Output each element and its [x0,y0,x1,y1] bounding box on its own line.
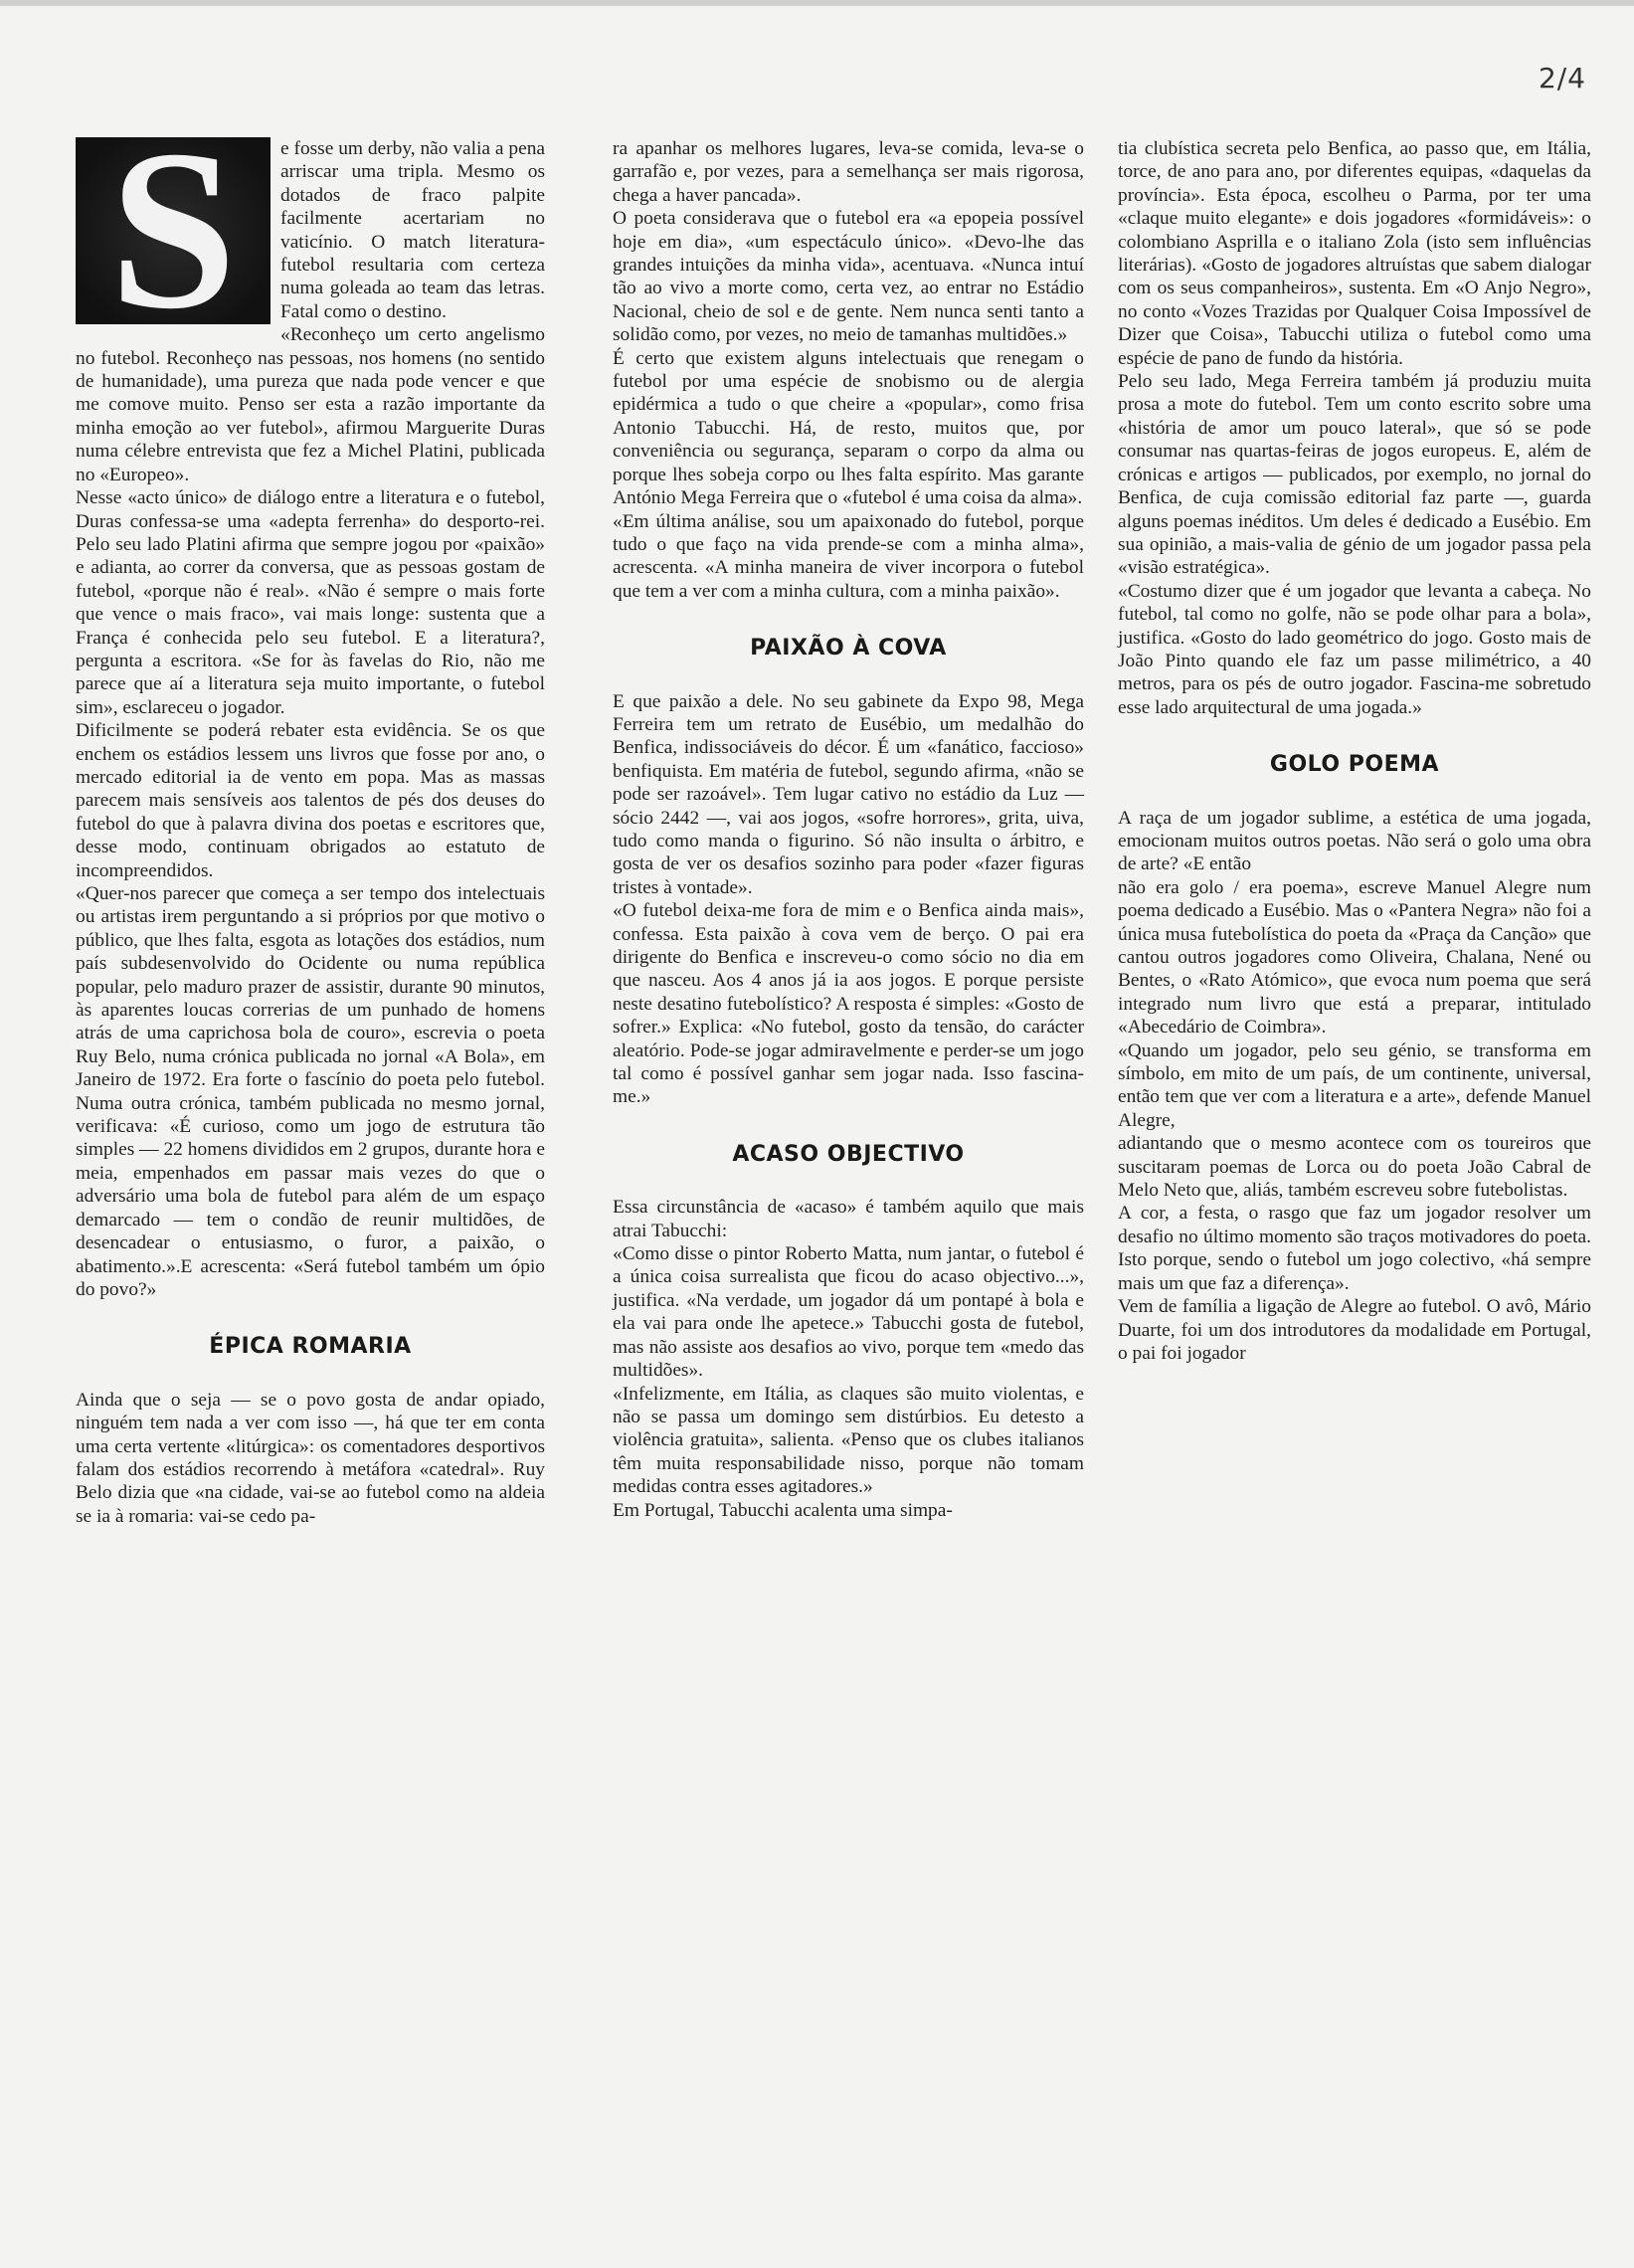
paragraph: «Reconheço um certo angelismo no futebol. Reconheço nas pessoas, nos homens (no sentido de humanidade), uma pureza que nada pode vencer e que me comove muito. Penso ser esta a razão importante da minha emoção ao ver futebol», afirmou Marguerite Duras numa célebre entrevista que fez a Michel Platini, publicada no «Europeo». [76,324,545,485]
paragraph: «Costumo dizer que é um jogador que levanta a cabeça. No futebol, tal como no golfe, não se pode olhar para a bola», justifica. «Gosto do lado geométrico do jogo. Gosto mais de João Pinto quando ele faz um passe milimétrico, a 40 metros, para os pés de outro jogador. Fascina-me sobretudo esse lado arquitectural de uma jogada.» [1118,580,1591,718]
paragraph: A raça de um jogador sublime, a estética de uma jogada, emocionam muitos outros poetas. Não será o golo uma obra de arte? «E então [1118,807,1591,875]
paragraph: E que paixão a dele. No seu gabinete da Expo 98, Mega Ferreira tem um retrato de Eusébio, um medalhão do Benfica, indissociáveis do décor. É um «fanático, faccioso» benfiquista. Em matéria de futebol, segundo afirma, «não se pode ser razoável». Tem lugar cativo no estádio da Luz — sócio 2442 —, vai aos jogos, «sofre horrores», grita, uiva, tudo como manda o figurino. Só não insulta o árbitro, e gosta de ver os desafios sozinho para poder «fazer figuras tristes à vontade». [613,690,1084,898]
paragraph: Nesse «acto único» de diálogo entre a literatura e o futebol, Duras confessa-se uma «adepta ferrenha» do desporto-rei. Pelo seu lado Platini afirma que sempre jogou por «paixão» e adianta, ao correr da conversa, que as pessoas gostam de futebol, «porque não é real». «Não é sempre o mais forte que vence o mais fraco», vai mais longe: sustenta que a França é conhecida pelo seu futebol. E a literatura?, pergunta a escritora. «Se for às favelas do Rio, não me parece que aí a literatura seja muito importante, o futebol sim», esclareceu o jogador. [76,487,545,718]
paragraph: «Quer-nos parecer que começa a ser tempo dos intelectuais ou artistas irem perguntando a si próprios por que motivo o público, que lhes falta, esgota as lotações dos estádios, num país subdesenvolvido do Ocidente ou numa república popular, pelo maduro prazer de assistir, durante 90 minutos, às aparentes loucas correrias de um punhado de homens atrás de uma caprichosa bola de couro», escrevia o poeta Ruy Belo, numa crónica publicada no jornal «A Bola», em Janeiro de 1972. Era forte o fascínio do poeta pelo futebol. Numa outra crónica, também publicada no mesmo jornal, verificava: «É curioso, como um jogo de estrutura tão simples — 22 homens divididos em 2 grupos, durante hora e meia, empenhados em passar mais vezes do que o adversário uma bola de futebol para além de um espaço demarcado — tem o condão de reunir multidões, de desencadear o entusiasmo, o furor, a paixão, o abatimento.».E acrescenta: «Será futebol também um ópio do povo?» [76,883,545,1300]
paragraph-indented: não era golo / era poema», escreve Manuel Alegre num poema dedicado a Eusébio. Mas o «Pantera Negra» não foi a única musa futebolística do poeta da «Praça da Canção» que cantou outros jogadores como Oliveira, Chalana, Nené ou Bentes, o «Rato Atómico», que evoca num poema que será integrado num livro que está a preparar, intitulado «Abecedário de Coimbra». [1118,876,1591,1039]
paragraph: «Infelizmente, em Itália, as claques são muito violentas, e não se passa um domingo sem distúrbios. Eu detesto a violência gratuita», salienta. «Penso que os clubes italianos têm muita responsabilidade nisso, porque não tomam medidas contra esses agitadores.» [613,1383,1084,1498]
paragraph: É certo que existem alguns intelectuais que renegam o futebol por uma espécie de snobismo ou de alergia epidérmica a tudo o que cheire a «popular», como frisa Antonio Tabucchi. Há, de resto, muitos que, por conveniência ou segurança, separam o corpo da alma ou porque lhes sobeja corpo ou lhes falta espírito. Mas garante António Mega Ferreira que o «futebol é uma coisa da alma». [613,347,1084,509]
paragraph: adiantando que o mesmo acontece com os toureiros que suscitaram poemas de Lorca ou do poeta João Cabral de Melo Neto que, aliás, também escreveu sobre futebolistas. [1118,1133,1591,1202]
paragraph: Pelo seu lado, Mega Ferreira também já produziu muita prosa a mote do futebol. Tem um conto escrito sobre uma «história de amor um pouco lateral», que só se pode consumar nas quartas-feiras de jogos europeus. E, além de crónicas e artigos — publicados, por exemplo, no jornal do Benfica, de cuja comissão editorial faz parte —, guarda alguns poemas inéditos. Um deles é dedicado a Eusébio. Em sua opinião, a mais-valia de génio de um jogador passa pela «visão estratégica». [1118,371,1591,579]
paragraph: O poeta considerava que o futebol era «a epopeia possível hoje em dia», «um espectáculo único». «Devo-lhe das grandes intuições da minha vida», acentuava. «Nunca intuí tão ao vivo a morte como, certa vez, ao entrar no Estádio Nacional, cheio de sol e de gente. Nem nunca senti tanto a solidão como, por vezes, no meio de tamanhas multidões.» [613,208,1084,346]
paragraph: Dificilmente se poderá rebater esta evidência. Se os que enchem os estádios lessem uns livros que fosse por ano, o mercado editorial ia de vento em popa. Mas as massas parecem mais sensíveis aos talentos de pés dos deuses do futebol do que à palavra divina dos poetas e escritores que, desse modo, continuam obrigados ao estatuto de incompreendidos. [76,720,545,881]
section-heading-epica-romaria: ÉPICA ROMARIA [209,1334,412,1360]
paragraph: ra apanhar os melhores lugares, leva-se comida, leva-se o garrafão e, por vezes, para a semelhança ser mais rigorosa, chega a haver pancada». [613,138,1084,206]
paragraph: A cor, a festa, o rasgo que faz um jogador resolver um desafio no último momento são traços motivadores do poeta. Isto porque, sendo o futebol um jogo colectivo, «há sempre mais um que faz a diferença». [1118,1203,1591,1294]
paragraph: Essa circunstância de «acaso» é também aquilo que mais atrai Tabucchi: [613,1197,1084,1241]
paragraph: Vem de família a ligação de Alegre ao futebol. O avô, Mário Duarte, foi um dos introdutores da modalidade em Portugal, o pai foi jogador [1118,1296,1591,1364]
section-heading-acaso-objectivo: ACASO OBJECTIVO [732,1141,965,1167]
paragraph: «Em última análise, sou um apaixonado do futebol, porque tudo o que faço na vida prende-se com a minha alma», acrescenta. «A minha maneira de viver incorpora o futebol que tem a ver com a minha cultura, com a minha paixão». [613,510,1084,602]
paragraph: tia clubística secreta pelo Benfica, ao passo que, em Itália, torce, de ano para ano, por diferentes equipas, «daquelas da província». Esta época, escolheu o Parma, por ter uma «claque muito elegante» e dois jogadores «formidáveis»: o colombiano Asprilla e o italiano Zola (isto sem influências literárias). «Gosto de jogadores altruístas que sabem dialogar com os seus companheiros», sustenta. Em «O Anjo Negro», no conto «Vozes Trazidas por Qualquer Coisa Impossível de Dizer que Coisa», Tabucchi utiliza o futebol como uma espécie de pano de fundo da história. [1118,138,1591,369]
paragraph: e fosse um derby, não valia a pena arriscar uma tripla. Mesmo os dotados de fraco palpite facilmente acertariam no vaticínio. O match literatura-futebol resultaria com certeza numa goleada ao team das letras. Fatal como o destino. [280,138,545,322]
drop-cap-letter: S [109,102,237,356]
drop-cap [76,102,271,356]
paragraph-indented: «Quando um jogador, pelo seu génio, se transforma em símbolo, em mito de um país, de um continente, universal, então tem que ver com a literatura e a arte», defende Manuel Alegre, [1118,1040,1591,1131]
page-number: 2/4 [1538,62,1586,94]
paragraph: «Como disse o pintor Roberto Matta, num jantar, o futebol é a única coisa surrealista que ficou do acaso objectivo...», justifica. «Na verdade, um jogador dá um pontapé à bola e ela vai para onde lhe apetece.» Tabucchi gosta de futebol, mas não assiste aos desafios ao vivo, porque tem «medo das multidões». [613,1243,1084,1382]
page-top-border [0,0,1634,6]
paragraph: «O futebol deixa-me fora de mim e o Benfica ainda mais», confessa. Esta paixão à cova vem de berço. O pai era dirigente do Benfica e inscreveu-o como sócio no dia em que nasceu. Aos 4 anos já ia aos jogos. E porque persiste neste desatino futebolístico? A resposta é simples: «Gosto de sofrer.» Explica: «No futebol, gosto da tensão, do carácter aleatório. Pode-se jogar admiravelmente e perder-se um jogo tal como é possível ganhar sem jogar nada. Isso fascina-me.» [613,900,1084,1108]
column-3 [1118,137,1591,1365]
paragraph: Em Portugal, Tabucchi acalenta uma simpa- [613,1499,953,1521]
section-heading-golo-poema: GOLO POEMA [1269,752,1440,778]
column-2 [613,137,1084,1522]
section-heading-paixao-a-cova: PAIXÃO À COVA [750,636,947,662]
paragraph: Ainda que o seja — se o povo gosta de andar opiado, ninguém tem nada a ver com isso —, há que ter em conta uma certa vertente «litúrgica»: os comentadores desportivos falam dos estádios recorrendo à metáfora «catedral». Ruy Belo dizia que «na cidade, vai-se ao futebol como na aldeia se ia à romaria: vai-se cedo pa- [76,1389,545,1527]
column-1 [76,102,545,1528]
